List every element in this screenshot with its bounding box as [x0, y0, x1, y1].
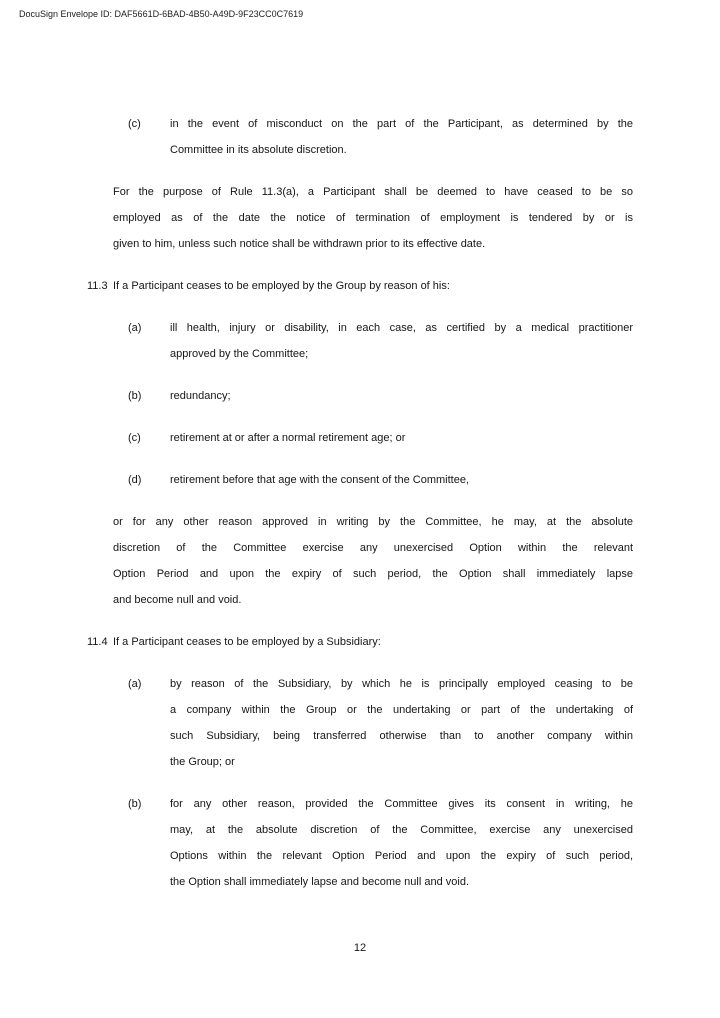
section-11-4	[87, 629, 633, 655]
clause-label: (a)	[128, 322, 142, 334]
clause-label: (d)	[128, 474, 142, 486]
text-line: given to him, unless such notice shall be withdrawn prior to its effective date.	[113, 238, 486, 250]
text-line: Options within the relevant Option Period and upon the expiry of such period,	[170, 850, 633, 862]
document-body	[87, 111, 633, 911]
text-line: discretion of the Committee exercise any unexercised Option within the relevant	[113, 542, 633, 554]
text-line: may, at the absolute discretion of the Committee, exercise any unexercised	[170, 824, 633, 836]
clause-label: (b)	[128, 798, 142, 810]
text-line: the Group; or	[170, 756, 235, 768]
section-number: 11.4	[87, 636, 108, 648]
clause-item-a-subsidiary	[128, 671, 633, 775]
paragraph-other-reason-committee	[113, 509, 633, 613]
clause-item-b-redundancy	[128, 383, 633, 409]
page-number: 12	[353, 942, 367, 954]
text-line: or for any other reason approved in writing by the Committee, he may, at the absolute	[113, 516, 633, 528]
paragraph-rule-11-3a-purpose	[113, 179, 633, 257]
clause-item-d-early-retirement	[128, 467, 633, 493]
text-line: retirement at or after a normal retirement age; or	[170, 432, 406, 444]
text-line: If a Participant ceases to be employed by the Group by reason of his:	[113, 280, 450, 292]
text-line: approved by the Committee;	[170, 348, 309, 360]
text-line: ill health, injury or disability, in each case, as certified by a medical practitioner	[170, 322, 633, 334]
text-line: retirement before that age with the consent of the Committee,	[170, 474, 469, 486]
section-number: 11.3	[87, 280, 108, 292]
text-line: Option Period and upon the expiry of such period, the Option shall immediately lapse	[113, 568, 633, 580]
text-line: Committee in its absolute discretion.	[170, 144, 347, 156]
text-line: in the event of misconduct on the part of the Participant, as determined by the	[170, 118, 633, 130]
docusign-envelope-id: DocuSign Envelope ID: DAF5661D-6BAD-4B50-A49D-9F23CC0C7619	[19, 9, 304, 19]
text-line: employed as of the date the notice of termination of employment is tendered by or is	[113, 212, 633, 224]
section-11-3	[87, 273, 633, 299]
clause-item-a-ill-health	[128, 315, 633, 367]
text-line: For the purpose of Rule 11.3(a), a Participant shall be deemed to have ceased to be so	[113, 186, 633, 198]
text-line: for any other reason, provided the Committee gives its consent in writing, he	[170, 798, 633, 810]
text-line: by reason of the Subsidiary, by which he is principally employed ceasing to be	[170, 678, 633, 690]
text-line: and become null and void.	[113, 594, 242, 606]
clause-item-b-other-reason	[128, 791, 633, 895]
clause-label: (b)	[128, 390, 142, 402]
clause-label: (c)	[128, 432, 141, 444]
clause-item-c-retirement	[128, 425, 633, 451]
text-line: redundancy;	[170, 390, 231, 402]
clause-label: (c)	[128, 118, 141, 130]
clause-label: (a)	[128, 678, 142, 690]
text-line: If a Participant ceases to be employed by a Subsidiary:	[113, 636, 381, 648]
text-line: a company within the Group or the undertaking or part of the undertaking of	[170, 704, 633, 716]
text-line: such Subsidiary, being transferred otherwise than to another company within	[170, 730, 633, 742]
clause-item-c-misconduct	[128, 111, 633, 163]
text-line: the Option shall immediately lapse and become null and void.	[170, 876, 470, 888]
